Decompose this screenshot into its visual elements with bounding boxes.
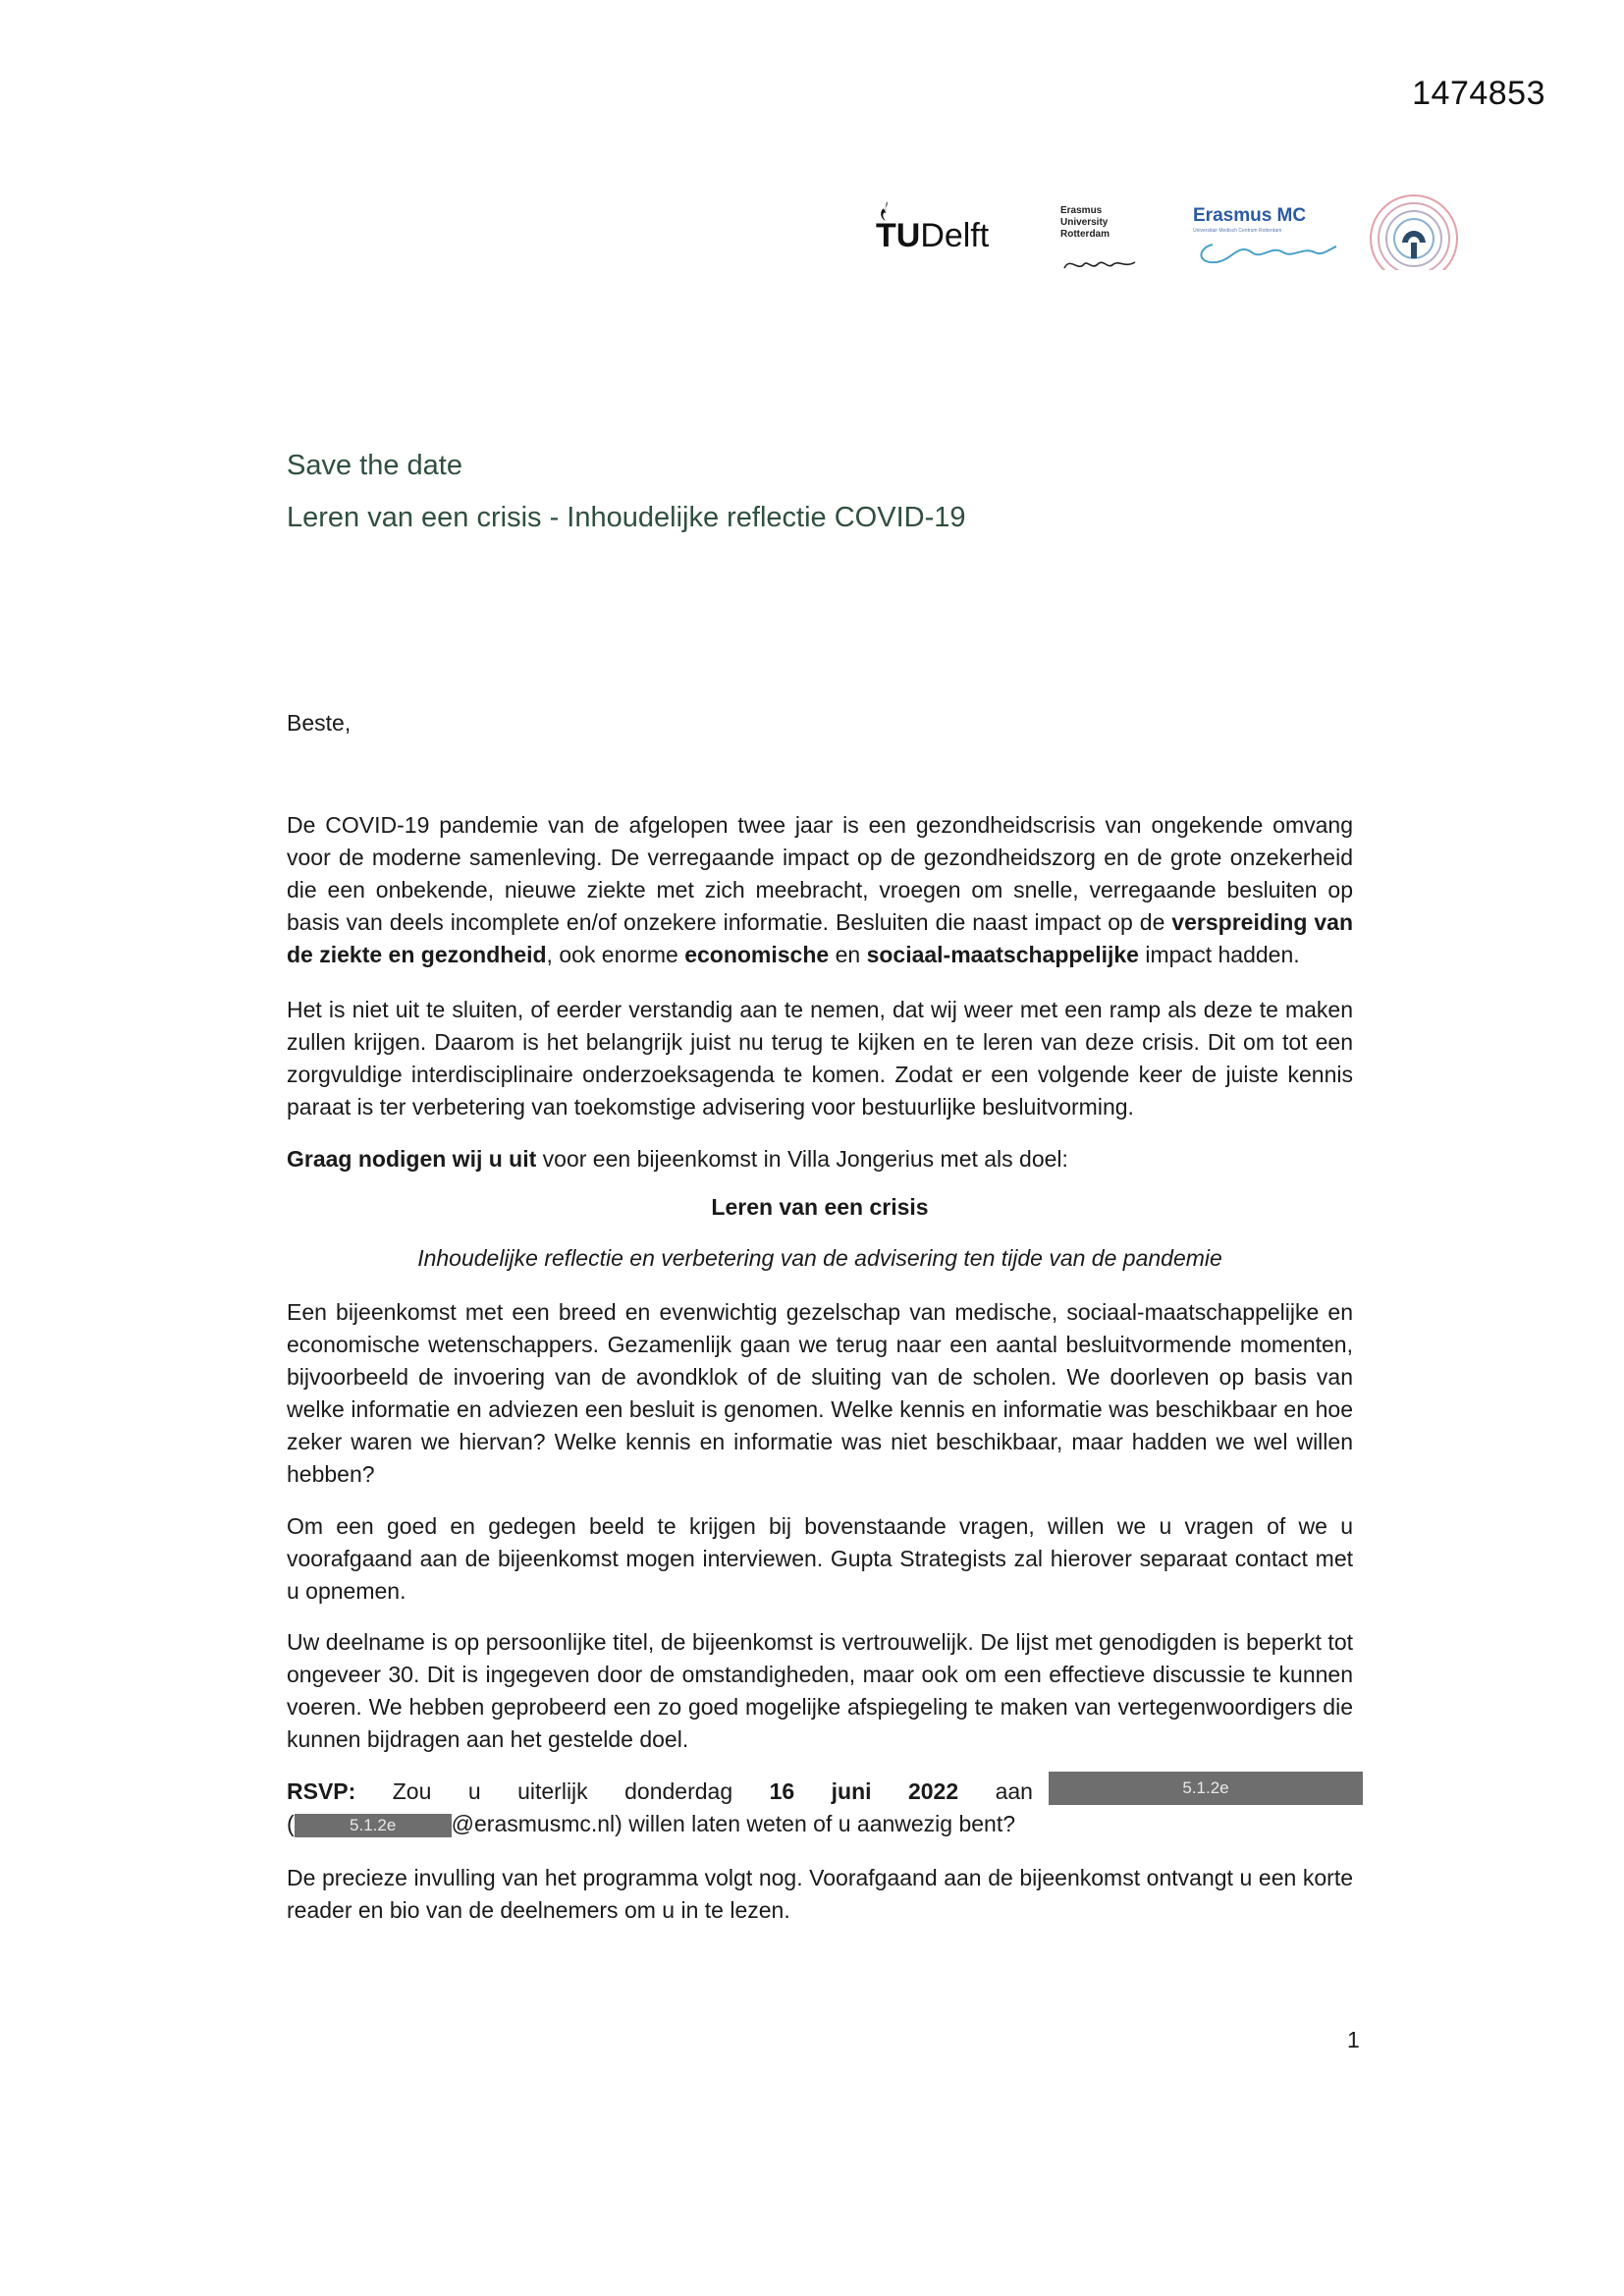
rsvp-line-2: ( 5.1.2e @erasmusmc.nl) willen laten weten of u aanwezig bent?	[287, 1811, 1016, 1836]
erasmus-university-logo: Erasmus University Rotterdam	[1060, 205, 1149, 284]
paragraph-event-description: Een bijeenkomst met een breed en evenwichtig gezelschap van medische, sociaal-maatschappelijke en economische wetenschappers. Gezamenlijk gaan we terug naar een aantal besluitvormende momenten, bijvoorbeeld de invoering van de avondklok of de sluiting van de scholen. We doorleven op basis van welke informatie en adviezen een besluit is genomen. Welke kennis en informatie was beschikbaar en hoe zeker waren we hiervan? Welke kennis en informatie was niet beschikbaar, maar hadden we wel willen hebben?	[287, 1299, 1353, 1487]
page-subtitle: Leren van een crisis - Inhoudelijke reflectie COVID-19	[287, 502, 966, 533]
document-id: 1474853	[1412, 75, 1545, 112]
page-number: 1	[1347, 2027, 1360, 2052]
logo-bar	[864, 191, 1473, 290]
rsvp-block	[287, 1776, 1353, 1840]
paragraph-interview: Om een goed en gedegen beeld te krijgen bij bovenstaande vragen, willen we u vragen of we u voorafgaand aan de bijeenkomst mogen interviewen. Gupta Strategists zal hierover separaat contact met u opnemen.	[287, 1513, 1353, 1604]
page-title: Save the date	[287, 450, 462, 481]
tudelft-logo	[874, 201, 992, 260]
rsvp-line-1: RSVP: Zou u uiterlijk donderdag 16 juni 2022 aan	[287, 1778, 1033, 1804]
salutation: Beste,	[287, 710, 352, 736]
paragraph-rationale: Het is niet uit te sluiten, of eerder verstandig aan te nemen, dat wij weer met een ramp als deze te maken zullen krijgen. Daarom is het belangrijk juist nu terug te kijken en te leren van deze crisis. Dit om tot een zorgvuldige interdisciplinaire onderzoeksagenda te komen. Zodat er een volgende keer de juiste kennis paraat is ter verbetering van toekomstige advisering voor bestuurlijke besluitvorming.	[287, 997, 1353, 1120]
paragraph-intro: De COVID-19 pandemie van de afgelopen twee jaar is een gezondheidscrisis van ongekende omvang voor de moderne samenleving. De verregaande impact op de gezondheidszorg en de grote onzekerheid die een onbekende, nieuwe ziekte met zich meebracht, vroegen om snelle, verregaande besluiten op basis van deels incomplete en/of onzekere informatie. Besluiten die naast impact op de verspreiding van de ziekte en gezondheid, ook enorme economische en sociaal-maatschappelijke impact hadden.	[287, 812, 1353, 967]
paragraph-programme: De precieze invulling van het programma volgt nog. Voorafgaand aan de bijeenkomst ontvangt u een korte reader en bio van de deelnemers om u in te lezen.	[287, 1865, 1353, 1923]
erasmus-signature-icon	[1060, 252, 1139, 276]
event-subtitle: Inhoudelijke reflectie en verbetering van de advisering ten tijde van de pandemie	[417, 1245, 1222, 1271]
event-title: Leren van een crisis	[711, 1194, 929, 1220]
tudelft-wordmark: TUDelft	[876, 217, 990, 254]
concentric-rings-logo-icon	[1365, 191, 1463, 270]
paragraph-confidentiality: Uw deelname is op persoonlijke titel, de bijeenkomst is vertrouwelijk. De lijst met genodigden is beperkt tot ongeveer 30. Dit is ingegeven door de omstandigheden, maar ook om een effectieve discussie te kunnen voeren. We hebben geprobeerd een zo goed mogelijke afspiegeling te maken van vertegenwoordigers die kunnen bijdragen aan het gestelde doel.	[287, 1629, 1353, 1752]
redacted-email-local: 5.1.2e	[295, 1814, 452, 1837]
erasmus-mc-logo: Erasmus MC Universitair Medisch Centrum Rotterdam	[1193, 205, 1340, 274]
paragraph-invitation: Graag nodigen wij u uit voor een bijeenkomst in Villa Jongerius met als doel:	[287, 1146, 1068, 1172]
erasmus-mc-signature-icon	[1193, 235, 1340, 274]
redacted-name: 5.1.2e	[1049, 1772, 1363, 1805]
